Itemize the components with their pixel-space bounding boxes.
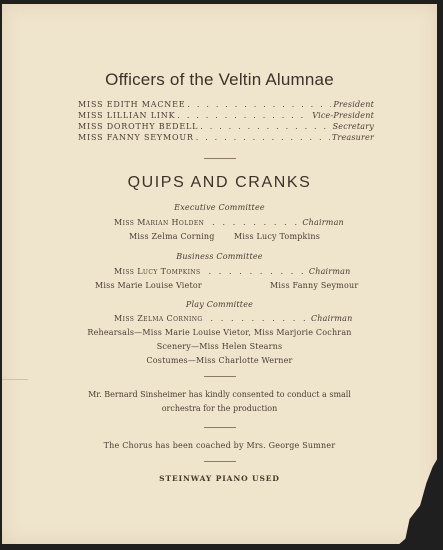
leader-dots: . . . . . . . . . . [203,267,307,276]
executive-chair-role: Chairman [302,218,344,227]
leader-dots [200,121,330,132]
officer-role: Secretary [332,122,374,131]
orchestra-note [2,388,437,416]
officer-role: President [333,100,374,109]
officer-name: MISS FANNY SEYMOUR [78,133,194,142]
officer-name: MISS DOROTHY BEDELL [78,122,199,131]
executive-chair-line [114,218,344,227]
leader-dots [196,132,330,143]
officer-name: MISS EDITH MACNEE [78,100,186,109]
officer-row [78,132,374,143]
rehearsals-line: Rehearsals—Miss Marie Louise Vietor, Miss Marjorie Cochran [87,328,352,337]
executive-member: Miss Zelma Corning [129,232,215,241]
program-page [2,4,437,544]
chorus-note: The Chorus has been coached by Mrs. George Sumner [103,441,336,450]
officer-row [78,99,374,110]
piano-note: STEINWAY PIANO USED [159,474,280,483]
officer-name: MISS LILLIAN LINK [78,111,176,120]
business-chair-line [114,267,350,276]
leader-dots [177,110,310,121]
orchestra-note-line: orchestra for the production [161,404,278,413]
executive-member: Miss Lucy Tompkins [234,232,321,241]
leader-dots [187,99,331,110]
officer-row [78,121,374,132]
business-member: Miss Fanny Seymour [270,281,359,290]
orchestra-note-line: Mr. Bernard Sinsheimer has kindly consented to conduct a small [88,390,351,399]
divider-rule [204,158,236,159]
page-fold [2,379,28,380]
officer-role: Vice-President [312,111,374,120]
play-committee-heading: Play Committee [185,300,254,309]
officers-list [78,99,374,143]
executive-chair-name: Miss Marian Holden [114,218,205,227]
officer-role: Treasurer [331,133,374,142]
divider-rule [204,461,236,462]
officers-title: Officers of the Veltin Alumnae [105,70,334,89]
business-chair-role: Chairman [308,267,351,276]
play-chair-line [114,314,353,323]
executive-committee-heading: Executive Committee [174,203,265,212]
officer-row [78,110,374,121]
leader-dots: . . . . . . . . . . [205,314,309,323]
costumes-line: Costumes—Miss Charlotte Werner [146,356,293,365]
leader-dots: . . . . . . . . . [207,218,300,227]
play-chair-role: Chairman [310,314,353,323]
business-chair-name: Miss Lucy Tompkins [114,267,201,276]
business-member: Miss Marie Louise Vietor [95,281,202,290]
divider-rule [204,427,236,428]
play-chair-name: Miss Zelma Corning [114,314,203,323]
business-committee-heading: Business Committee [176,252,263,261]
production-title: QUIPS AND CRANKS [127,174,312,191]
divider-rule [204,376,236,377]
scenery-line: Scenery—Miss Helen Stearns [156,342,283,351]
